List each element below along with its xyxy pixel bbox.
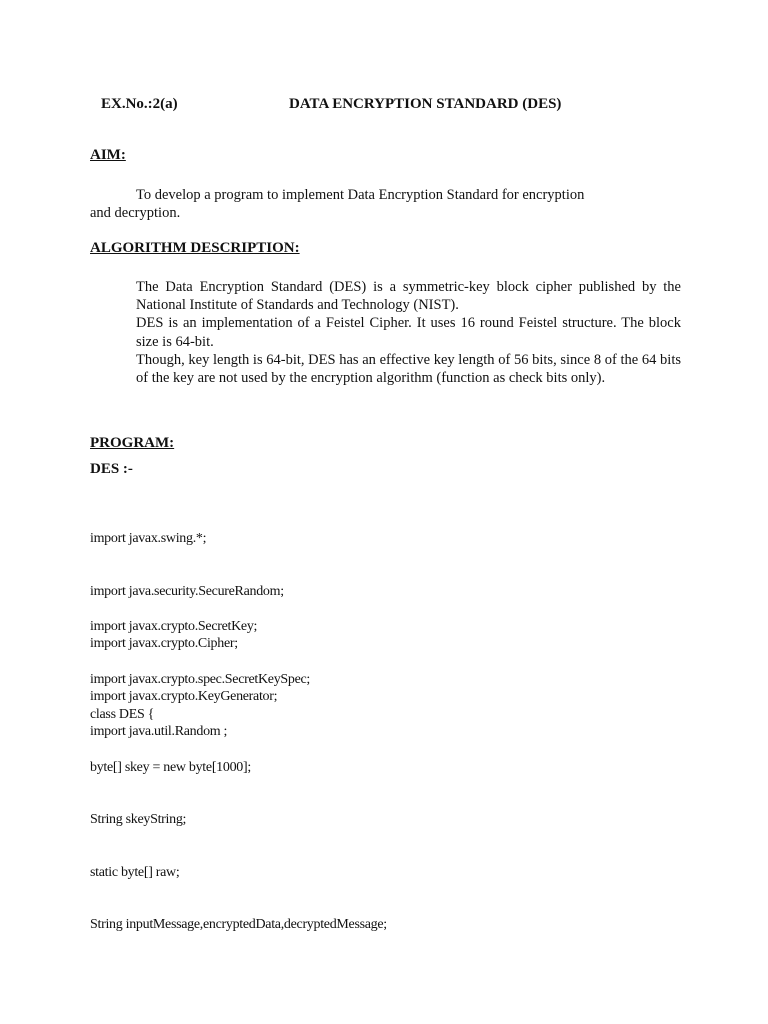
algorithm-description — [136, 278, 681, 387]
algorithm-paragraph: DES is an implementation of a Feistel Cipher. It uses 16 round Feistel structure. The block size is 64-bit. — [136, 315, 681, 350]
aim-text-line-2: and decryption. — [90, 205, 181, 221]
program-subheading: DES :- — [90, 461, 133, 477]
code-line: import javax.crypto.Cipher; — [90, 636, 238, 651]
code-line: import java.util.Random ; — [90, 724, 228, 739]
code-class-declaration — [90, 671, 387, 969]
code-line: import javax.crypto.KeyGenerator; — [90, 688, 278, 704]
document-title: DATA ENCRYPTION STANDARD (DES) — [289, 96, 562, 112]
code-line: String inputMessage,encryptedData,decryptedMessage; — [90, 917, 387, 932]
aim-heading: AIM: — [90, 147, 126, 163]
code-line: class DES { — [90, 707, 155, 722]
algorithm-paragraph: Though, key length is 64-bit, DES has an effective key length of 56 bits, since 8 of the 64 bits of the key are not used by the encryption algorithm (function as check bits only). — [136, 351, 681, 387]
code-line: String skeyString; — [90, 812, 187, 827]
exercise-number: EX.No.:2(a) — [101, 96, 178, 112]
code-line: static byte[] raw; — [90, 864, 180, 880]
algorithm-paragraph: The Data Encryption Standard (DES) is a symmetric-key block cipher published by the National Institute of Standards and Technology (NIST). — [136, 279, 681, 314]
code-line: import javax.swing.*; — [90, 531, 207, 546]
algorithm-heading: ALGORITHM DESCRIPTION: — [90, 240, 300, 256]
aim-text-line-1: To develop a program to implement Data Encryption Standard for encryption — [136, 187, 585, 203]
program-heading: PROGRAM: — [90, 435, 175, 451]
code-line: import java.security.SecureRandom; — [90, 583, 284, 599]
code-line: byte[] skey = new byte[1000]; — [90, 759, 251, 775]
code-line: import javax.crypto.SecretKey; — [90, 619, 258, 634]
code-line: import javax.crypto.spec.SecretKeySpec; — [90, 671, 310, 687]
